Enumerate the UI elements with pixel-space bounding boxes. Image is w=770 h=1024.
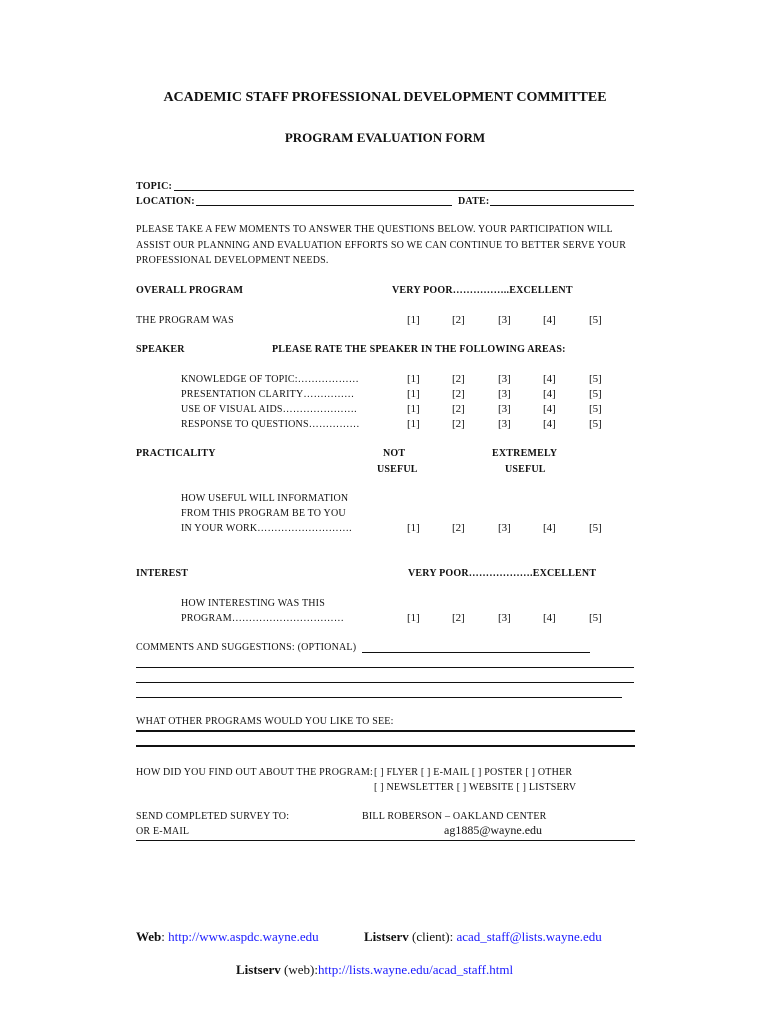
location-field[interactable] [196, 205, 452, 206]
speaker-item-visual-aids: USE OF VISUAL AIDS…………………. [181, 404, 357, 415]
intro-line-1: PLEASE TAKE A FEW MOMENTS TO ANSWER THE QUESTIONS BELOW. YOUR PARTICIPATION WILL [136, 224, 613, 235]
rating-option-5[interactable]: [5] [589, 403, 602, 415]
rating-option-5[interactable]: [5] [589, 418, 602, 430]
useful-high-label: USEFUL [505, 464, 546, 475]
listserv-web-url[interactable]: http://lists.wayne.edu/acad_staff.html [317, 962, 514, 977]
extremely-label: EXTREMELY [492, 448, 558, 459]
other-programs-divider-1 [136, 730, 635, 732]
other-programs-label: WHAT OTHER PROGRAMS WOULD YOU LIKE TO SEE: [136, 716, 394, 727]
committee-title: ACADEMIC STAFF PROFESSIONAL DEVELOPMENT COMMITTEE [163, 90, 607, 105]
rating-option-5[interactable]: [5] [589, 612, 602, 624]
rating-option-3[interactable]: [3] [498, 388, 511, 400]
rating-option-4[interactable]: [4] [543, 373, 556, 385]
practicality-question-1: HOW USEFUL WILL INFORMATION [181, 493, 349, 504]
rating-option-5[interactable]: [5] [589, 522, 602, 534]
listserv-client-link[interactable] [364, 929, 602, 945]
recipient-name: BILL ROBERSON – OAKLAND CENTER [362, 811, 547, 822]
practicality-question-3: IN YOUR WORK………………………. [181, 523, 352, 534]
rating-option-1[interactable]: [1] [407, 314, 420, 326]
date-label: DATE: [458, 196, 490, 207]
intro-line-2: ASSIST OUR PLANNING AND EVALUATION EFFORTS SO WE CAN CONTINUE TO BETTER SERVE YOUR [136, 240, 627, 251]
or-email-label: OR E-MAIL [136, 826, 190, 837]
rating-option-2[interactable]: [2] [452, 314, 465, 326]
rating-option-1[interactable]: [1] [407, 403, 420, 415]
rating-option-5[interactable]: [5] [589, 314, 602, 326]
interest-question-2: PROGRAM…………………………… [181, 613, 345, 624]
practicality-heading: PRACTICALITY [136, 448, 216, 459]
web-label: Web [136, 929, 162, 944]
rating-option-2[interactable]: [2] [452, 522, 465, 534]
send-label: SEND COMPLETED SURVEY TO: [136, 811, 290, 822]
rating-option-4[interactable]: [4] [543, 612, 556, 624]
rating-option-4[interactable]: [4] [543, 418, 556, 430]
rating-option-1[interactable]: [1] [407, 522, 420, 534]
listserv-client-note: (client): [412, 929, 454, 944]
rating-option-5[interactable]: [5] [589, 388, 602, 400]
overall-question: THE PROGRAM WAS [136, 315, 234, 326]
comments-field-line-1[interactable] [362, 652, 590, 653]
comments-field-line-2[interactable] [136, 667, 634, 668]
comments-label: COMMENTS AND SUGGESTIONS: (OPTIONAL) [136, 642, 357, 653]
intro-line-3: PROFESSIONAL DEVELOPMENT NEEDS. [136, 255, 329, 266]
listserv-client-email[interactable]: acad_staff@lists.wayne.edu [456, 929, 602, 944]
listserv-web-link[interactable] [236, 962, 513, 978]
listserv-client-label: Listserv [364, 929, 409, 944]
found-out-label: HOW DID YOU FIND OUT ABOUT THE PROGRAM: [136, 767, 373, 778]
rating-option-4[interactable]: [4] [543, 388, 556, 400]
date-field[interactable] [490, 205, 634, 206]
interest-heading: INTEREST [136, 568, 189, 579]
rating-option-4[interactable]: [4] [543, 403, 556, 415]
not-label: NOT [383, 448, 406, 459]
rating-option-4[interactable]: [4] [543, 314, 556, 326]
speaker-heading: SPEAKER [136, 344, 185, 355]
rating-option-3[interactable]: [3] [498, 418, 511, 430]
overall-heading: OVERALL PROGRAM [136, 285, 244, 296]
rating-option-2[interactable]: [2] [452, 418, 465, 430]
rating-option-1[interactable]: [1] [407, 612, 420, 624]
form-title: PROGRAM EVALUATION FORM [284, 130, 486, 145]
rating-option-3[interactable]: [3] [498, 373, 511, 385]
topic-field[interactable] [174, 190, 634, 191]
comments-field-line-3[interactable] [136, 682, 634, 683]
rating-option-4[interactable]: [4] [543, 522, 556, 534]
useful-low-label: USEFUL [377, 464, 418, 475]
rating-option-5[interactable]: [5] [589, 373, 602, 385]
location-label: LOCATION: [136, 196, 195, 207]
rating-option-1[interactable]: [1] [407, 418, 420, 430]
topic-label: TOPIC: [136, 181, 173, 192]
web-url[interactable]: http://www.aspdc.wayne.edu [168, 929, 319, 944]
recipient-email: ag1885@wayne.edu [444, 823, 543, 837]
rating-option-2[interactable]: [2] [452, 373, 465, 385]
rating-option-1[interactable]: [1] [407, 373, 420, 385]
found-out-options-1[interactable]: [ ] FLYER [ ] E-MAIL [ ] POSTER [ ] OTHER [374, 767, 573, 778]
send-divider [136, 840, 635, 841]
other-programs-divider-2[interactable] [136, 745, 635, 747]
speaker-item-clarity: PRESENTATION CLARITY…………… [181, 389, 355, 400]
rating-option-2[interactable]: [2] [452, 403, 465, 415]
listserv-web-label: Listserv [236, 962, 281, 977]
speaker-item-response: RESPONSE TO QUESTIONS…………… [181, 419, 360, 430]
rating-option-2[interactable]: [2] [452, 612, 465, 624]
rating-option-3[interactable]: [3] [498, 403, 511, 415]
interest-question-1: HOW INTERESTING WAS THIS [181, 598, 325, 609]
comments-field-line-4[interactable] [136, 697, 622, 698]
rating-option-3[interactable]: [3] [498, 612, 511, 624]
speaker-item-knowledge: KNOWLEDGE OF TOPIC:……………… [181, 374, 359, 385]
web-link[interactable]: Web: http://www.aspdc.wayne.edu [136, 929, 319, 944]
rating-option-3[interactable]: [3] [498, 314, 511, 326]
rating-option-2[interactable]: [2] [452, 388, 465, 400]
rating-option-3[interactable]: [3] [498, 522, 511, 534]
rating-option-1[interactable]: [1] [407, 388, 420, 400]
found-out-options-2[interactable]: [ ] NEWSLETTER [ ] WEBSITE [ ] LISTSERV [374, 782, 577, 793]
speaker-instruction: PLEASE RATE THE SPEAKER IN THE FOLLOWING AREAS: [272, 344, 566, 355]
practicality-question-2: FROM THIS PROGRAM BE TO YOU [181, 508, 346, 519]
interest-scale: VERY POOR……………….EXCELLENT [408, 568, 597, 579]
listserv-web-note: (web): [284, 962, 318, 977]
overall-scale: VERY POOR……………..EXCELLENT [392, 285, 573, 296]
